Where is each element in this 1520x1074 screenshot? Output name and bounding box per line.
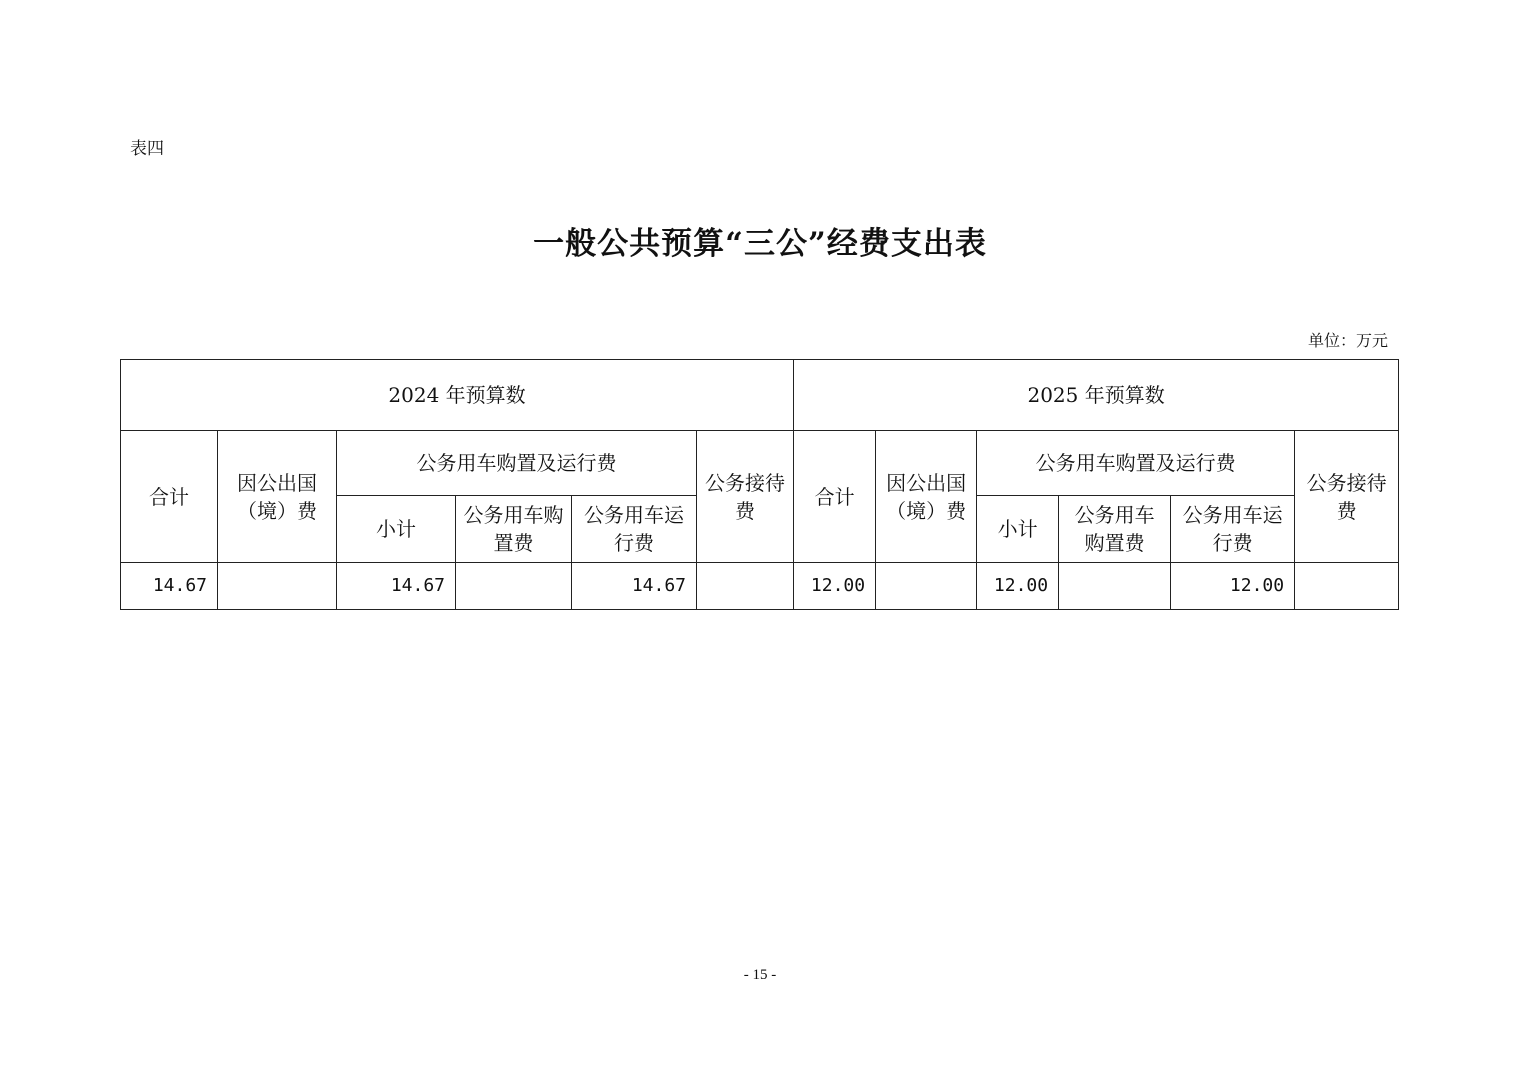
column-header-row	[121, 431, 1399, 496]
document-title: 一般公共预算“三公”经费支出表	[533, 226, 987, 262]
total-header-2025: 合计	[794, 431, 876, 563]
subtotal-value-2024: 14.67	[337, 563, 456, 610]
operation-value-2024: 14.67	[572, 563, 697, 610]
purchase-header-2025: 公务用车购置费	[1059, 496, 1171, 563]
operation-header-2024: 公务用车运行费	[572, 496, 697, 563]
total-header-2024: 合计	[121, 431, 218, 563]
abroad-header-2024: 因公出国（境）费	[218, 431, 337, 563]
subtotal-value-2025: 12.00	[977, 563, 1059, 610]
reception-value-2025	[1295, 563, 1399, 610]
vehicle-group-header-2025: 公务用车购置及运行费	[977, 431, 1295, 496]
subtotal-header-2024: 小计	[337, 496, 456, 563]
purchase-header-2024: 公务用车购置费	[456, 496, 572, 563]
purchase-value-2024	[456, 563, 572, 610]
abroad-value-2025	[876, 563, 977, 610]
reception-value-2024	[697, 563, 794, 610]
reception-header-2025: 公务接待费	[1295, 431, 1399, 563]
unit-note: 单位：万元	[1307, 331, 1388, 350]
abroad-value-2024	[218, 563, 337, 610]
table-label: 表四	[130, 139, 164, 159]
total-value-2024: 14.67	[121, 563, 218, 610]
page-number: - 15 -	[743, 967, 777, 983]
table-row	[121, 563, 1399, 610]
reception-header-2024: 公务接待费	[697, 431, 794, 563]
year-2025-header: 2025 年预算数	[794, 360, 1399, 431]
year-2024-header: 2024 年预算数	[121, 360, 794, 431]
abroad-header-2025: 因公出国（境）费	[876, 431, 977, 563]
operation-header-2025: 公务用车运行费	[1171, 496, 1295, 563]
subtotal-header-2025: 小计	[977, 496, 1059, 563]
purchase-value-2025	[1059, 563, 1171, 610]
three-public-expenses-table	[120, 359, 1399, 610]
operation-value-2025: 12.00	[1171, 563, 1295, 610]
vehicle-group-header-2024: 公务用车购置及运行费	[337, 431, 697, 496]
total-value-2025: 12.00	[794, 563, 876, 610]
year-header-row	[121, 360, 1399, 431]
